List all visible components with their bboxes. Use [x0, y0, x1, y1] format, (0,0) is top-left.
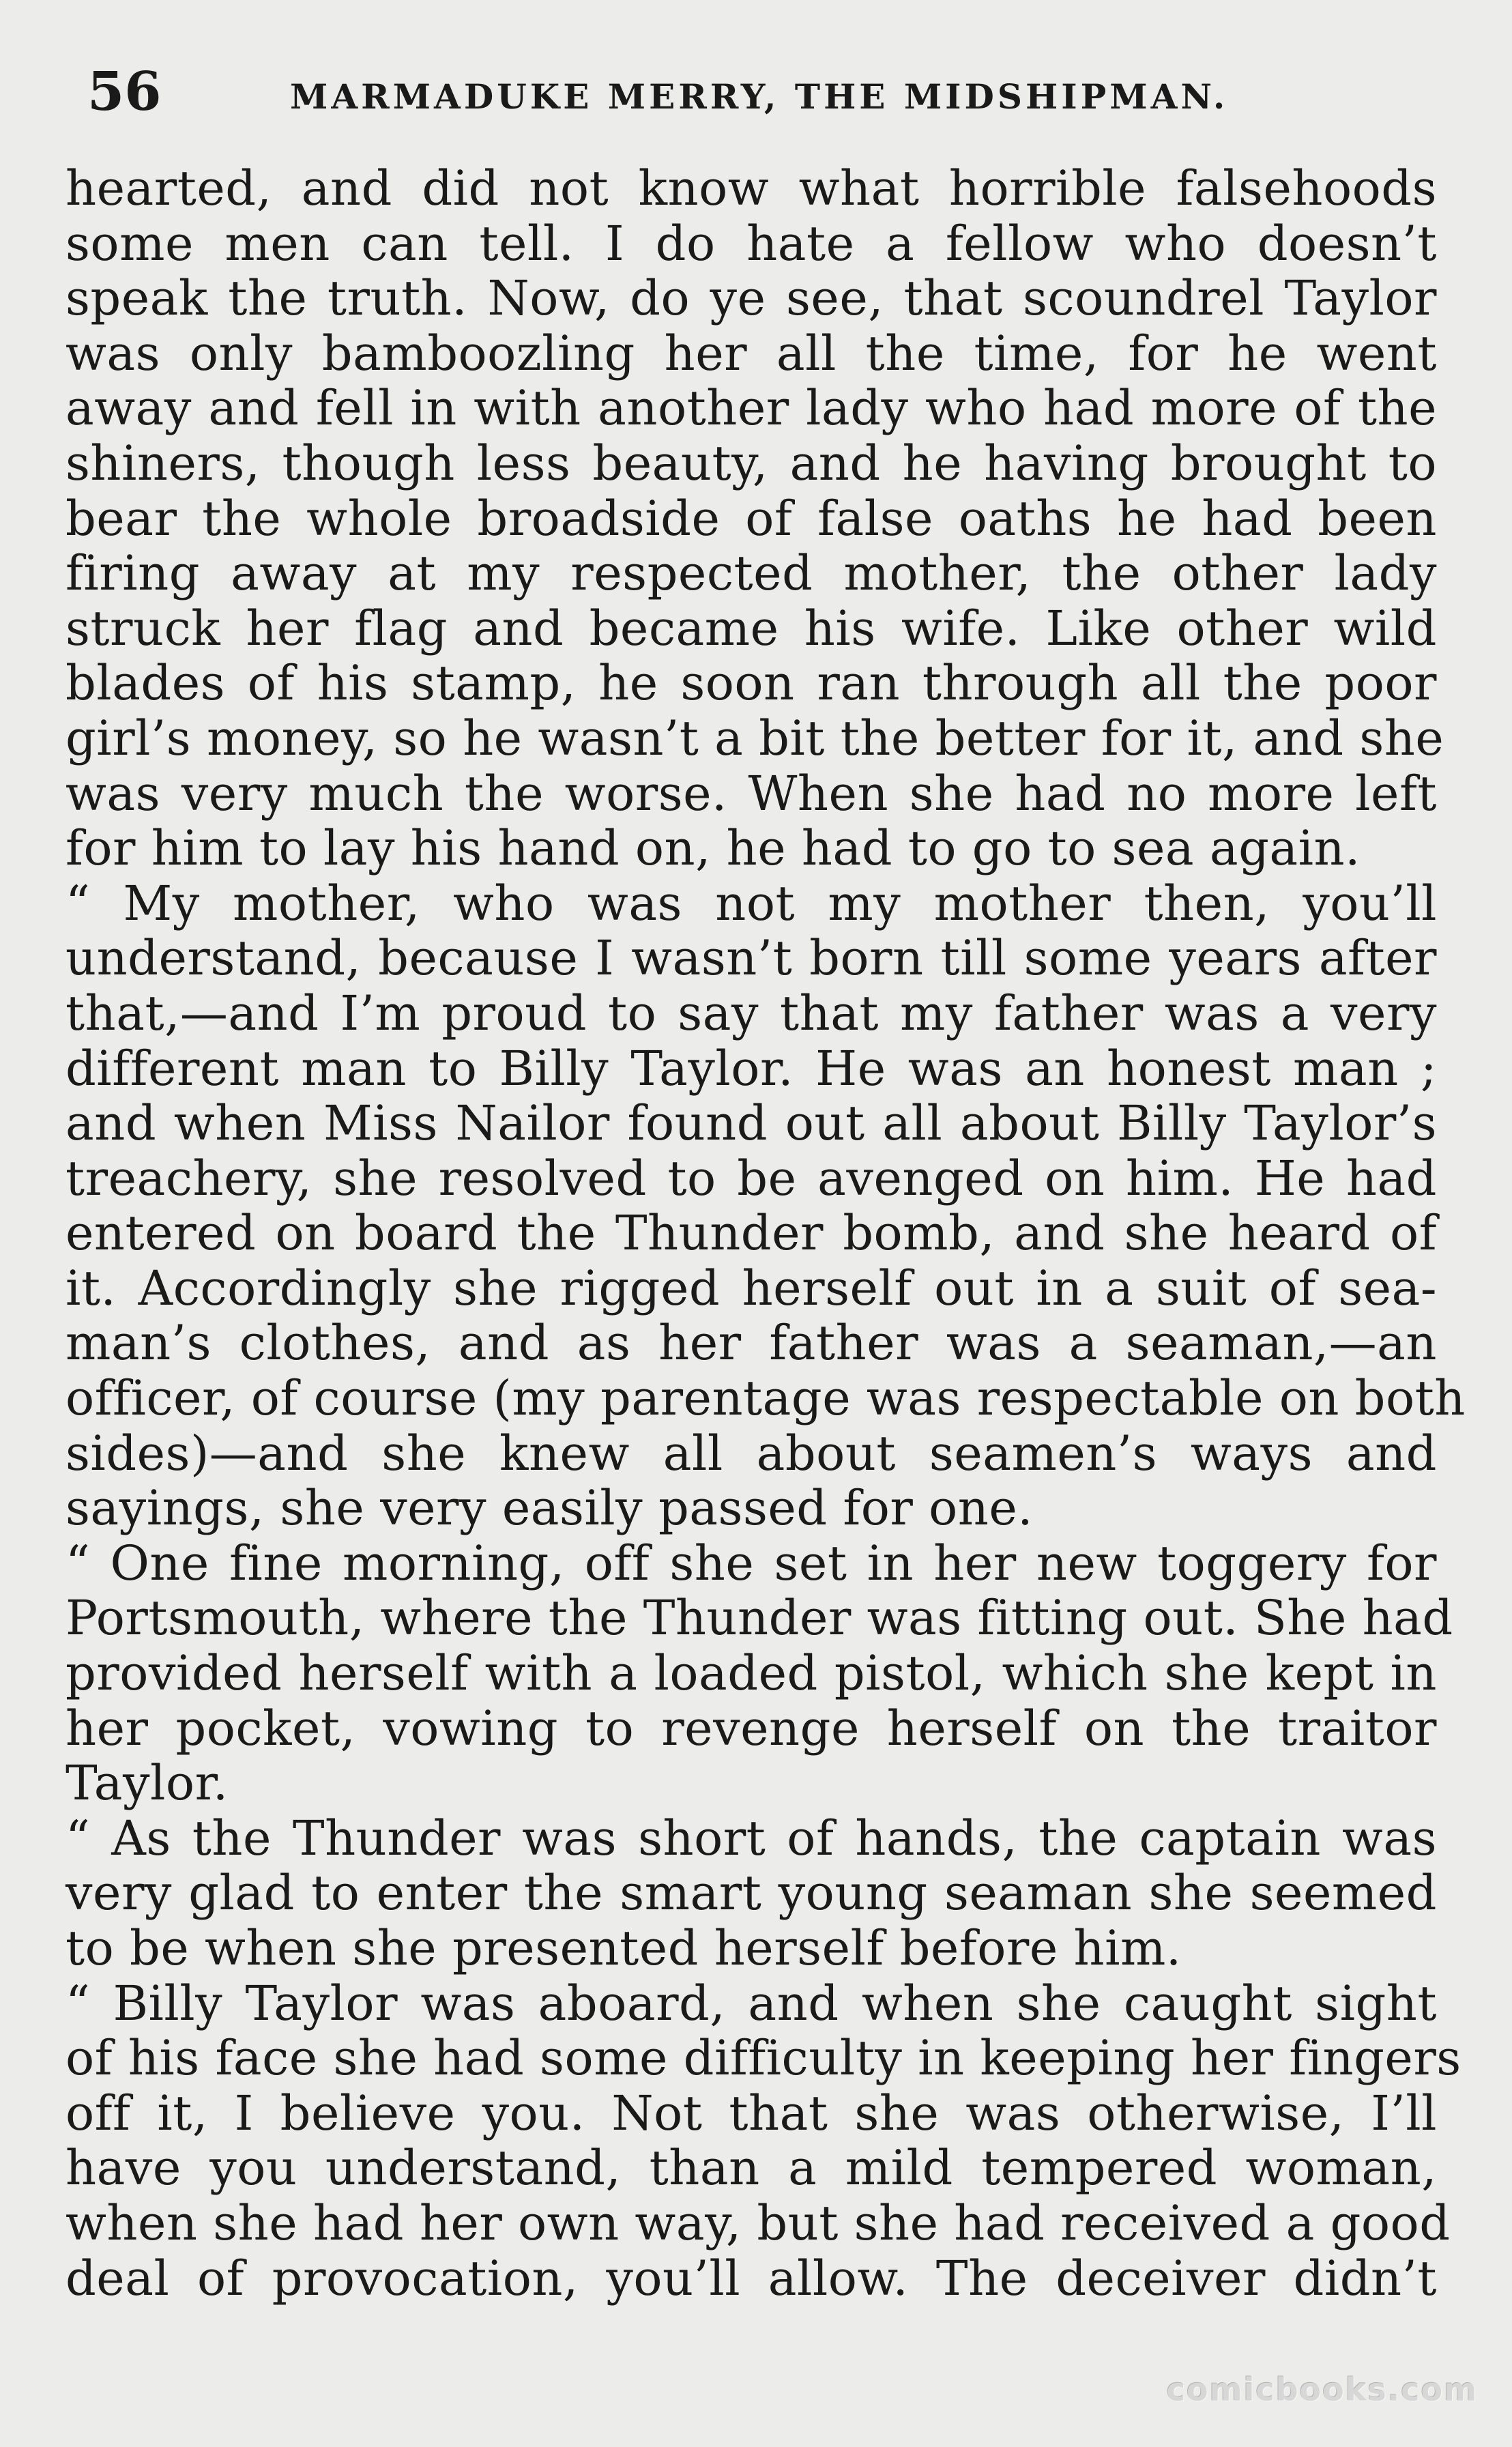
text-line: firing away at my respected mother, the other lady — [66, 545, 1437, 602]
text-line: blades of his stamp, he soon ran through all the poor — [66, 655, 1437, 712]
text-line: bear the whole broadside of false oaths he had been — [66, 490, 1437, 547]
running-title: MARMADUKE MERRY, THE MIDSHIPMAN. — [290, 76, 1229, 117]
text-line: it. Accordingly she rigged herself out in a suit of sea- — [66, 1260, 1437, 1316]
text-line: entered on board the Thunder bomb, and she heard of — [66, 1205, 1437, 1262]
text-line: provided herself with a loaded pistol, which she kept in — [66, 1645, 1437, 1702]
text-line: was only bamboozling her all the time, for he went — [66, 325, 1437, 381]
text-line: different man to Billy Taylor. He was an honest man ; — [66, 1040, 1437, 1097]
text-line: deal of provocation, you’ll allow. The deceiver didn’t — [66, 2250, 1437, 2306]
text-line: understand, because I wasn’t born till some years after — [66, 930, 1437, 987]
text-line: hearted, and did not know what horrible falsehoods — [66, 160, 1437, 216]
text-line: “ One fine morning, off she set in her new toggery for — [66, 1535, 1437, 1591]
text-line: treachery, she resolved to be avenged on him. He had — [66, 1150, 1437, 1206]
text-line: away and fell in with another lady who had more of the — [66, 380, 1437, 437]
text-line: was very much the worse. When she had no more left — [66, 765, 1437, 822]
body-text — [66, 160, 1466, 2306]
text-line: officer, of course (my parentage was respectable on both — [66, 1370, 1466, 1427]
text-line: very glad to enter the smart young seaman she seemed — [66, 1865, 1437, 1922]
text-line: Portsmouth, where the Thunder was fitting out. She had — [66, 1590, 1453, 1647]
text-line: “ Billy Taylor was aboard, and when she caught sight — [66, 1975, 1437, 2031]
text-line: that,—and I’m proud to say that my father was a very — [66, 985, 1437, 1041]
text-line: and when Miss Nailor found out all about Billy Taylor’s — [66, 1095, 1437, 1152]
watermark: comicbooks.com — [1166, 2371, 1478, 2408]
text-line: some men can tell. I do hate a fellow who doesn’t — [66, 215, 1437, 272]
text-line: girl’s money, so he wasn’t a bit the better for it, and she — [66, 710, 1444, 766]
text-line: “ My mother, who was not my mother then, you’ll — [66, 875, 1437, 931]
page-header — [82, 55, 1446, 136]
text-line: struck her flag and became his wife. Like other wild — [66, 600, 1437, 656]
text-line: for him to lay his hand on, he had to go to sea again. — [66, 820, 1361, 877]
text-line: off it, I believe you. Not that she was otherwise, I’ll — [66, 2085, 1437, 2141]
text-line: sides)—and she knew all about seamen’s ways and — [66, 1425, 1437, 1481]
text-line: sayings, she very easily passed for one. — [66, 1480, 1034, 1537]
text-line: man’s clothes, and as her father was a seaman,—an — [66, 1315, 1437, 1372]
text-line: have you understand, than a mild tempered woman, — [66, 2140, 1437, 2197]
text-line: Taylor. — [66, 1755, 229, 1812]
text-line: “ As the Thunder was short of hands, the captain was — [66, 1810, 1437, 1866]
text-line: shiners, though less beauty, and he having brought to — [66, 435, 1437, 491]
page-number: 56 — [87, 61, 162, 123]
text-line: speak the truth. Now, do ye see, that scoundrel Taylor — [66, 270, 1437, 327]
text-line: her pocket, vowing to revenge herself on the traitor — [66, 1700, 1437, 1756]
text-line: to be when she presented herself before him. — [66, 1920, 1182, 1976]
text-line: when she had her own way, but she had received a good — [66, 2195, 1451, 2251]
text-line: of his face she had some difficulty in keeping her fingers — [66, 2030, 1462, 2087]
